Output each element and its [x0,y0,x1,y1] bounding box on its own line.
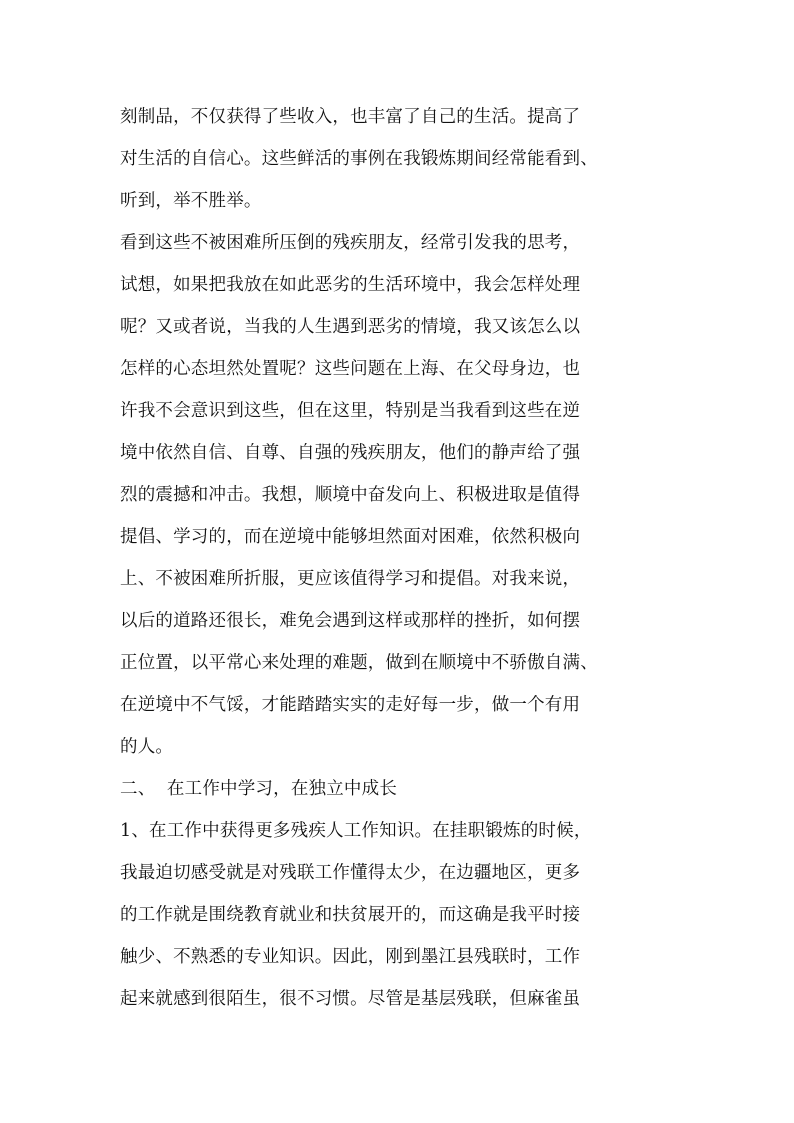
text-line: 的人。 [120,737,174,757]
text-line: 许我不会意识到这些，但在这里，特别是当我看到这些在逆 [120,401,581,421]
section-heading: 二、 在工作中学习，在独立中成长 [120,779,398,799]
text-line: 对生活的自信心。这些鲜活的事例在我锻炼期间经常能看到、 [120,149,598,169]
text-line: 在逆境中不气馁，才能踏踏实实的走好每一步，做一个有用 [120,695,581,715]
text-line: 触少、不熟悉的专业知识。因此，刚到墨江县残联时，工作 [120,947,581,967]
text-line: 境中依然自信、自尊、自强的残疾朋友，他们的静声给了强 [120,443,581,463]
text-line: 的工作就是围绕教育就业和扶贫展开的，而这确是我平时接 [120,905,581,925]
text-line: 起来就感到很陌生，很不习惯。尽管是基层残联，但麻雀虽 [120,989,581,1009]
text-line: 看到这些不被困难所压倒的残疾朋友，经常引发我的思考， [120,233,581,253]
text-line: 以后的道路还很长，难免会遇到这样或那样的挫折，如何摆 [120,611,581,631]
text-line: 上、不被困难所折服，更应该值得学习和提倡。对我来说， [120,569,581,589]
text-line: 刻制品，不仅获得了些收入，也丰富了自己的生活。提高了 [120,107,581,127]
text-line: 烈的震撼和冲击。我想，顺境中奋发向上、积极进取是值得 [120,485,581,505]
text-line: 听到，举不胜举。 [120,191,262,211]
text-line: 提倡、学习的，而在逆境中能够坦然面对困难，依然积极向 [120,527,581,547]
text-line: 试想，如果把我放在如此恶劣的生活环境中，我会怎样处理 [120,275,581,295]
text-line: 怎样的心态坦然处置呢？这些问题在上海、在父母身边，也 [120,359,581,379]
text-line: 呢？又或者说，当我的人生遇到恶劣的情境，我又该怎么以 [120,317,581,337]
text-line: 正位置，以平常心来处理的难题，做到在顺境中不骄傲自满、 [120,653,598,673]
text-line: 我最迫切感受就是对残联工作懂得太少，在边疆地区，更多 [120,863,581,883]
text-line: 1、在工作中获得更多残疾人工作知识。在挂职锻炼的时候， [120,821,592,841]
